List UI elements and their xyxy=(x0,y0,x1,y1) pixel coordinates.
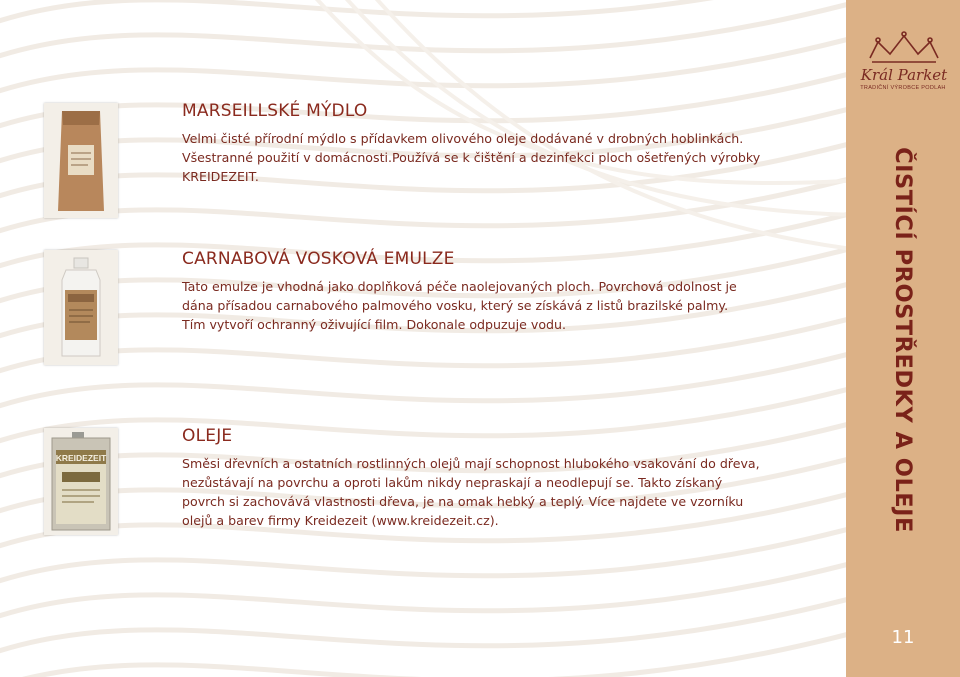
body-line: Velmi čisté přírodní mýdlo s přídavkem olivového oleje dodávané v drobných hoblinkách. xyxy=(182,131,744,146)
logo-tagline: TRADIČNÍ VÝROBCE PODLAH xyxy=(860,85,946,91)
body-line: Všestranné použití v domácnosti.Používá se k čištění a dezinfekci ploch ošetřených výrobky xyxy=(182,150,761,165)
section-body xyxy=(182,129,822,186)
crown-icon xyxy=(870,32,938,62)
body-line: povrch si zachovává vlastnosti dřeva, je na omak hebký a teplý. Více najdete ve vzorníku xyxy=(182,494,744,509)
body-line: KREIDEZEIT. xyxy=(182,169,259,184)
oil-can-photo xyxy=(44,428,118,535)
page-number: 11 xyxy=(891,627,915,648)
oil-can-illustration xyxy=(44,428,118,535)
section-title: CARNABOVÁ VOSKOVÁ EMULZE xyxy=(182,249,455,269)
body-line: olejů a barev firmy Kreidezeit (www.kreidezeit.cz). xyxy=(182,513,499,528)
body-line: Tato emulze je vhodná jako doplňková péče naolejovaných ploch. Povrchová odolnost je xyxy=(182,279,737,294)
section-body xyxy=(182,454,822,530)
body-line: dána přísadou carnabového palmového vosku, který se získává z listů brazilské palmy. xyxy=(182,298,729,313)
section-carnauba-emulsion xyxy=(182,249,822,334)
section-marseille-soap xyxy=(182,101,822,186)
emulsion-bottle-photo xyxy=(44,250,118,365)
section-title: OLEJE xyxy=(182,426,233,446)
soap-bag-illustration xyxy=(44,103,118,218)
soap-bag-photo xyxy=(44,103,118,218)
body-line: nezůstávají na povrchu a oproti lakům nikdy nepraskají a neodlepují se. Takto získaný xyxy=(182,475,723,490)
section-oils xyxy=(182,426,822,530)
logo-text: Král Parket xyxy=(860,66,948,84)
body-line: Tím vytvoří ochranný oživující film. Dokonale odpuzuje vodu. xyxy=(182,317,567,332)
body-line: Směsi dřevních a ostatních rostlinných olejů mají schopnost hlubokého vsakování do dřeva, xyxy=(182,456,760,471)
can-brand-label: KREIDEZEIT xyxy=(55,453,107,463)
section-title: MARSEILLSKÉ MÝDLO xyxy=(182,101,368,121)
bottle-illustration xyxy=(44,250,118,365)
section-body xyxy=(182,277,822,334)
sidebar-vertical-title: ČISTÍCÍ PROSTŘEDKY A OLEJE xyxy=(890,147,916,533)
right-sidebar xyxy=(846,0,960,677)
